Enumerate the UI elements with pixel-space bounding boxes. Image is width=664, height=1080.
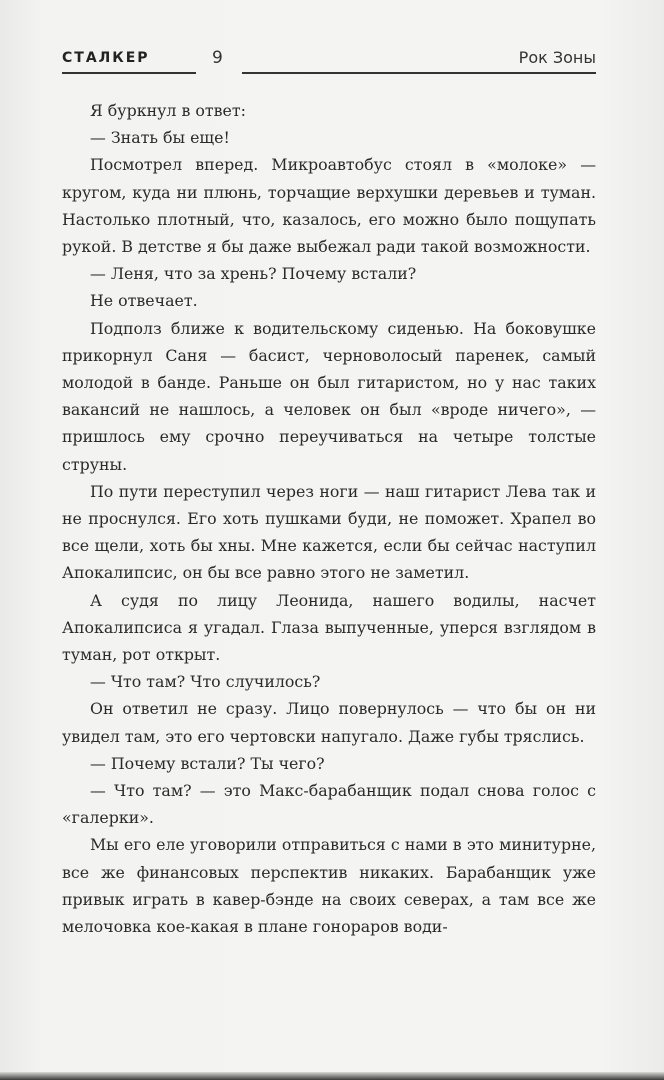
page-bottom-edge <box>0 1072 664 1080</box>
chapter-title: Рок Зоны <box>518 48 596 67</box>
paragraph: Подполз ближе к водительскому сиденью. На боковушке прикорнул Саня — басист, черноволосый паренек, самый молодой в банде. Раньше он был гитаристом, но у нас таких вакансий не нашлось, а человек он был «вроде ничего», — пришлось ему срочно переучиваться на четыре толстые струны. <box>62 318 596 474</box>
paragraph: Не отвечает. <box>90 291 198 311</box>
header-rule-right <box>242 72 596 74</box>
paragraph: — Почему встали? Ты чего? <box>90 753 325 773</box>
paragraph: Мы его еле уговорили отправиться с нами в это минитурне, все же финансовых перспектив никаких. Барабанщик уже привык играть в кавер-бэнде на своих северах, а там все же мелочовка кое-какая в плане гонораров води- <box>62 835 596 937</box>
page-number: 9 <box>212 48 223 68</box>
paragraph: — Что там? — это Макс-барабанщик подал снова голос с «галерки». <box>62 781 596 828</box>
paragraph: По пути переступил через ноги — наш гитарист Лева так и не проснулся. Его хоть пушками буди, не поможет. Храпел во все щели, хоть бы хны. Мне кажется, если бы сейчас наступил Апокалипсис, он бы все равно этого не заметил. <box>62 481 596 583</box>
paragraph: — Знать бы еще! <box>90 128 230 148</box>
paragraph: А судя по лицу Леонида, нашего водилы, насчет Апокалипсиса я угадал. Глаза выпученные, уперся взглядом в туман, рот открыт. <box>62 590 596 665</box>
body-text <box>62 97 596 940</box>
paragraph: Посмотрел вперед. Микроавтобус стоял в «молоке» — кругом, куда ни плюнь, торчащие верхушки деревьев и туман. Настолько плотный, что, казалось, его можно было пощупать рукой. В детстве я бы даже выбежал ради такой возможности. <box>62 155 596 257</box>
paragraph: Я буркнул в ответ: <box>90 101 246 120</box>
header-rule-left <box>62 72 196 74</box>
running-title: СТАЛКЕР <box>62 50 150 66</box>
paragraph: Он ответил не сразу. Лицо повернулось — что бы он ни увидел там, это его чертовски напугало. Даже губы тряслись. <box>62 699 596 746</box>
paragraph: — Леня, что за хрень? Почему встали? <box>90 264 417 284</box>
page-header <box>62 48 596 78</box>
paragraph: — Что там? Что случилось? <box>90 672 321 692</box>
